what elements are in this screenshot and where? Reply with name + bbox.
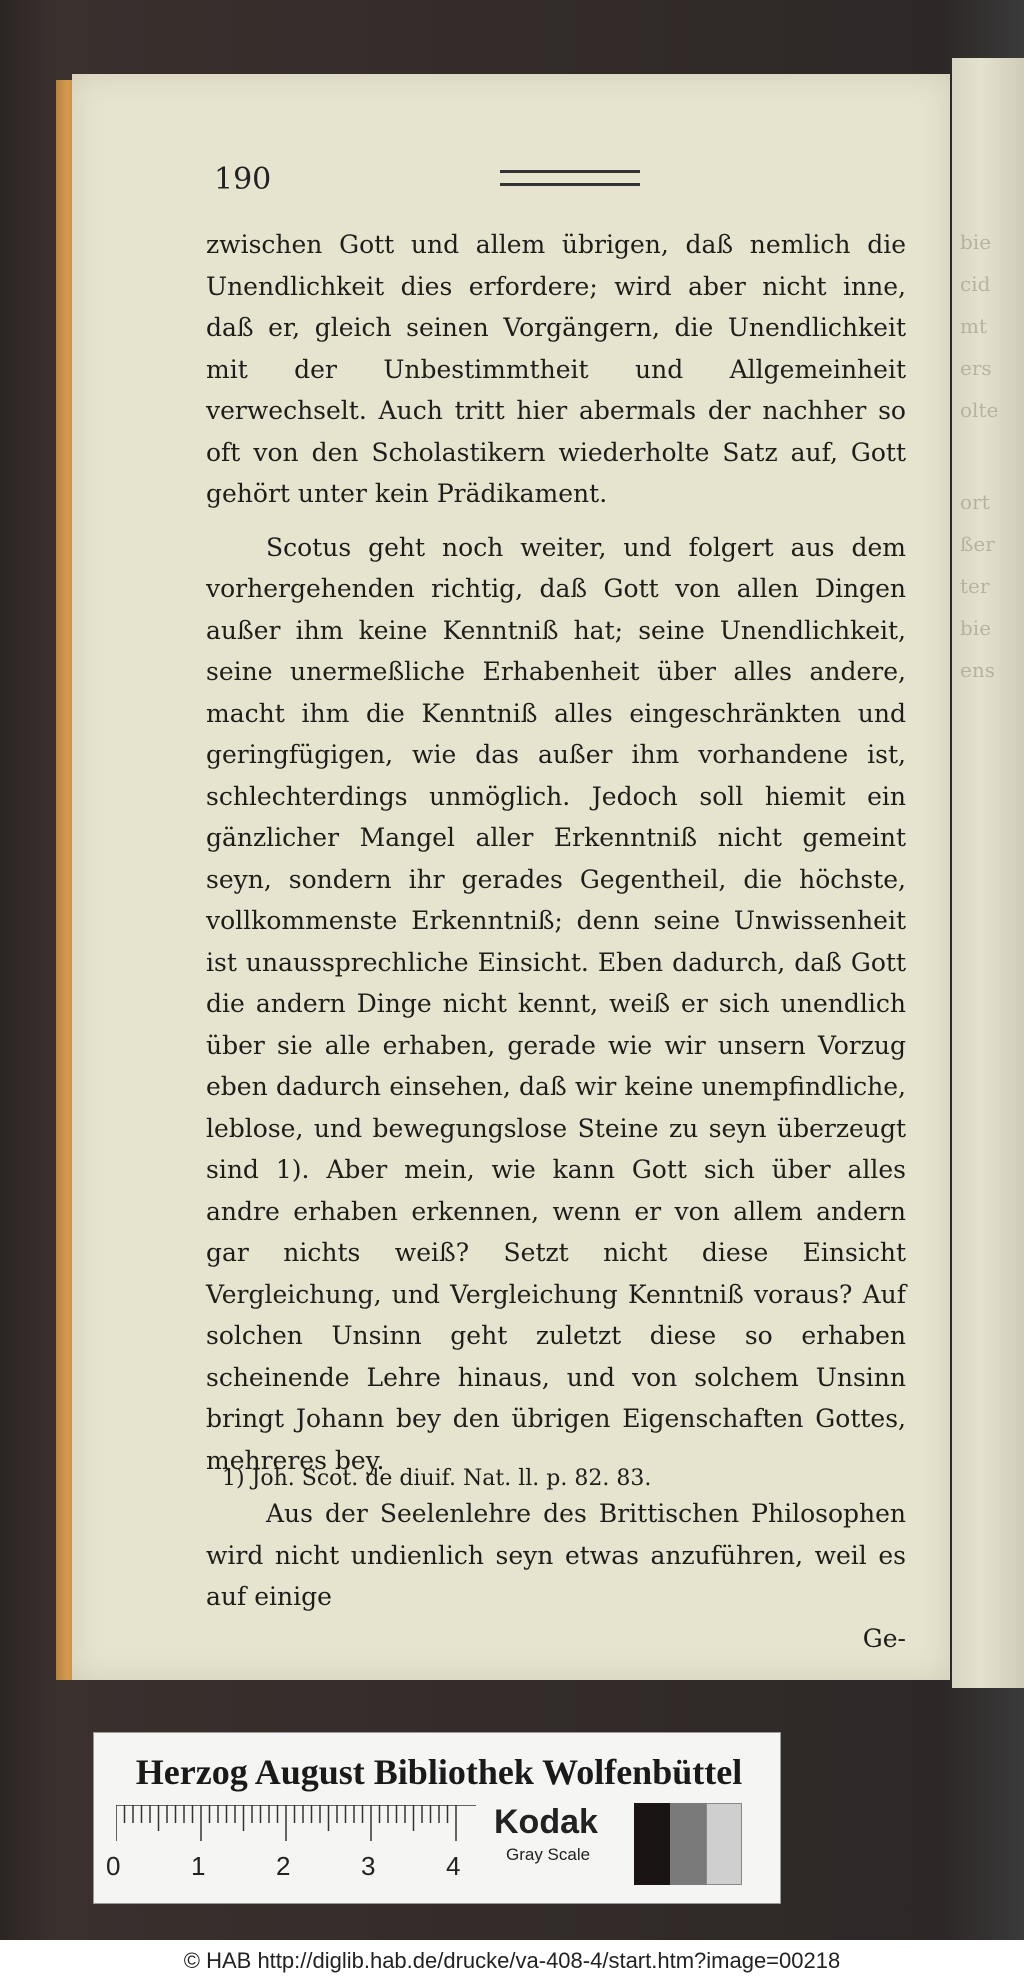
ruler-number: 1 [191,1851,206,1881]
ruler-number: 3 [361,1851,376,1881]
gray-swatch-mid [670,1803,706,1885]
color-target-card [93,1732,781,1904]
paragraph-2: Scotus geht noch weiter, und folgert aus dem vorhergehenden richtig, daß Gott von allen Dingen außer ihm keine Kenntniß hat; seine Unendlichkeit, seine unermeßliche Erhabenheit über alles andere, macht ihm die Kenntniß alles eingeschränkten und geringfügigen, wie das außer ihm vorhandene ist, schlechterdings unmöglich. Jedoch soll hiemit ein gänzlicher Mangel aller Erkenntniß nicht gemeint seyn, sondern ihr gerades Gegentheil, die höchste, vollkommenste Erkenntniß; denn seine Unwissenheit ist unaussprechliche Einsicht. Eben dadurch, daß Gott die andern Dinge nicht kennt, weiß er sich unendlich über sie alle erhaben, gerade wie wir unsern Vorzug eben dadurch einsehen, daß wir keine unempfindliche, leblose, und bewegungslose Steine zu seyn überzeugt sind 1). Aber mein, wie kann Gott sich über alles andre erhaben erkennen, wenn er von allem andern gar nichts weiß? Setzt nicht diese Einsicht Vergleichung, und Vergleichung Kenntniß voraus? Auf solchen Unsinn geht zuletzt diese so erhaben scheinende Lehre hinaus, und von solchem Unsinn bringt Johann bey den übrigen Eigenschaften Gottes, mehreres bey. [206,532,906,1475]
gray-swatch-light [706,1803,742,1885]
body-text [206,224,906,1659]
footnote: 1) Joh. Scot. de diuif. Nat. ll. p. 82. 83. [222,1466,652,1491]
book-page [72,74,950,1680]
library-name: Herzog August Bibliothek Wolfenbüttel [135,1752,743,1792]
ruler-number: 4 [446,1851,461,1881]
header-rule [500,170,640,186]
ruler-scale [116,1805,476,1841]
catchword: Ge- [862,1623,906,1653]
kodak-logo: Kodak [494,1803,598,1841]
page-number: 190 [214,162,272,197]
paragraph-3: Aus der Seelenlehre des Brittischen Philosophen wird nicht undienlich seyn etwas anzuführen, weil es auf einige [206,1499,906,1611]
ruler-numbers [106,1851,506,1891]
footer-bar [0,1940,1024,1980]
paragraph-1: zwischen Gott und allem übrigen, daß nemlich die Unendlichkeit dies erfordere; wird aber nicht inne, daß er, gleich seinen Vorgängern, die Unendlichkeit mit der Unbestimmtheit und Allgemeinheit verwechselt. Auch tritt hier abermals der nachher so oft von den Scholastikern wiederholte Satz auf, Gott gehört unter kein Prädikament. [206,230,906,508]
ruler-number: 2 [276,1851,291,1881]
gray-scale-label: Gray Scale [506,1845,591,1864]
copyright-url[interactable]: © HAB http://diglib.hab.de/drucke/va-408-4/start.htm?image=00218 [183,1948,841,1973]
ruler-number: 0 [106,1851,121,1881]
gray-swatch-dark [634,1803,670,1885]
adjacent-page-edge: bie cid mt ers olte ort ßer ter bie ens [952,58,1024,1688]
